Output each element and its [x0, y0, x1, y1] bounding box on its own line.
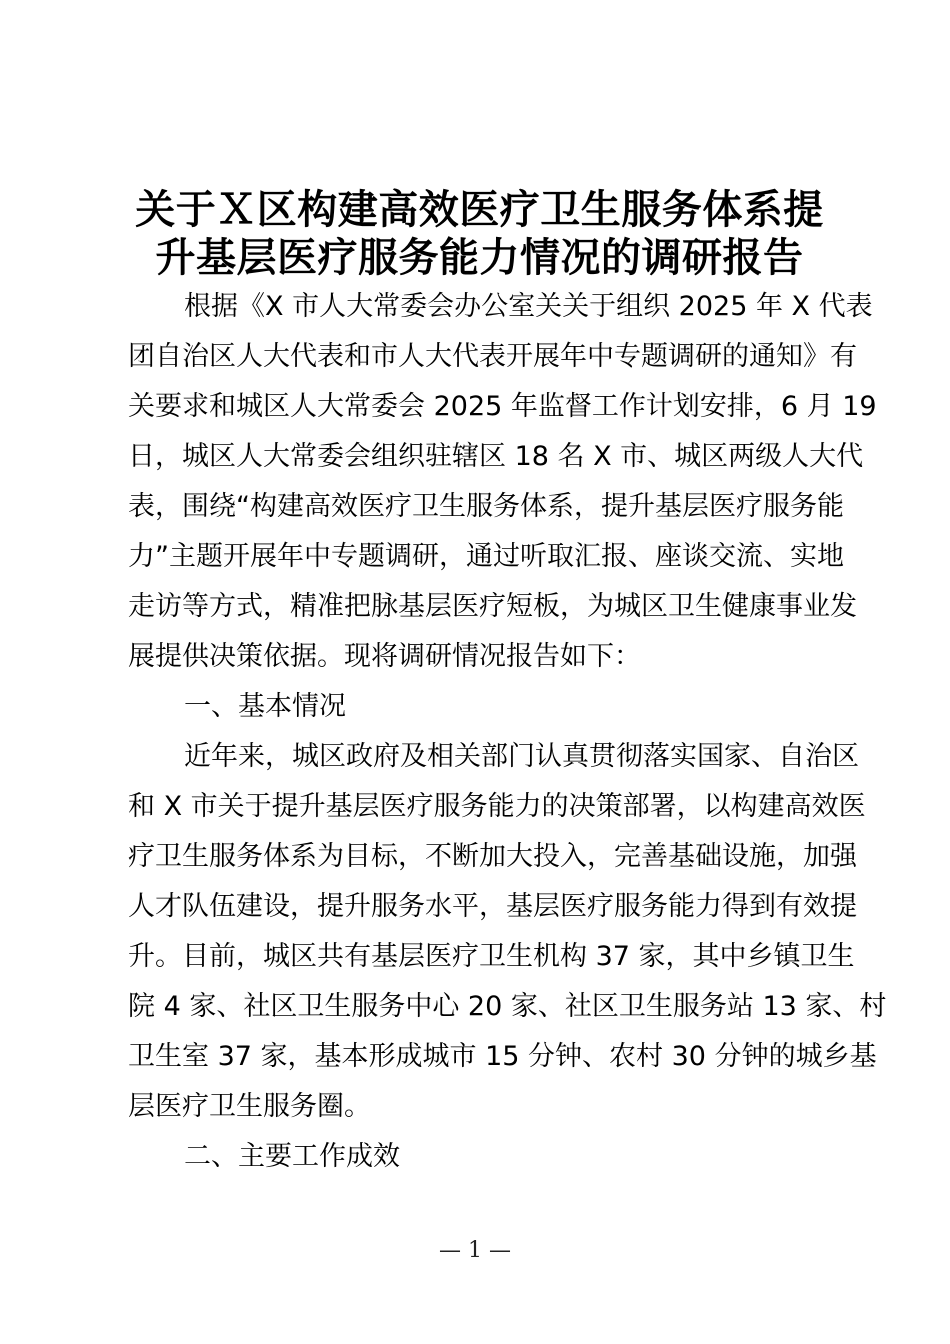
- text-line: 近年来，城区政府及相关部门认真贯彻落实国家、自治区: [184, 741, 859, 772]
- text-line: 一、基本情况: [184, 691, 346, 722]
- text-line: 和 X 市关于提升基层医疗服务能力的决策部署，以构建高效医: [128, 791, 866, 822]
- document-body: [128, 186, 887, 1182]
- text-line: 卫生室 37 家，基本形成城市 15 分钟、农村 30 分钟的城乡基: [128, 1041, 877, 1072]
- text-line: 走访等方式，精准把脉基层医疗短板，为城区卫生健康事业发: [128, 591, 857, 622]
- text-line: 二、主要工作成效: [184, 1141, 400, 1172]
- title-line: 升基层医疗服务能力情况的调研报告: [155, 235, 804, 281]
- text-line: 力”主题开展年中专题调研，通过听取汇报、座谈交流、实地: [128, 541, 844, 572]
- text-line: 层医疗卫生服务圈。: [128, 1091, 371, 1122]
- section-heading: [128, 682, 831, 732]
- text-line: 团自治区人大代表和市人大代表开展年中专题调研的通知》有: [128, 341, 857, 372]
- page-number: — 1 —: [439, 1238, 511, 1263]
- title-line: 关于Ｘ区构建高效医疗卫生服务体系提: [135, 187, 824, 233]
- text-line: 人才队伍建设，提升服务水平，基层医疗服务能力得到有效提: [128, 891, 857, 922]
- text-line: 展提供决策依据。现将调研情况报告如下：: [128, 641, 641, 672]
- text-line: 关要求和城区人大常委会 2025 年监督工作计划安排，6 月 19: [128, 391, 877, 422]
- paragraph: [128, 282, 877, 682]
- text-line: 日，城区人大常委会组织驻辖区 18 名 X 市、城区两级人大代: [128, 441, 864, 472]
- text-line: 表，围绕“构建高效医疗卫生服务体系，提升基层医疗服务能: [128, 491, 844, 522]
- document-title: [128, 186, 831, 282]
- text-line: 疗卫生服务体系为目标，不断加大投入，完善基础设施，加强: [128, 841, 857, 872]
- paragraph: [128, 732, 887, 1132]
- section-heading: [128, 1132, 831, 1182]
- text-line: 升。目前，城区共有基层医疗卫生机构 37 家，其中乡镇卫生: [128, 941, 855, 972]
- text-line: 根据《X 市人大常委会办公室关关于组织 2025 年 X 代表: [184, 291, 873, 322]
- text-line: 院 4 家、社区卫生服务中心 20 家、社区卫生服务站 13 家、村: [128, 991, 887, 1022]
- document-text: [128, 282, 887, 1182]
